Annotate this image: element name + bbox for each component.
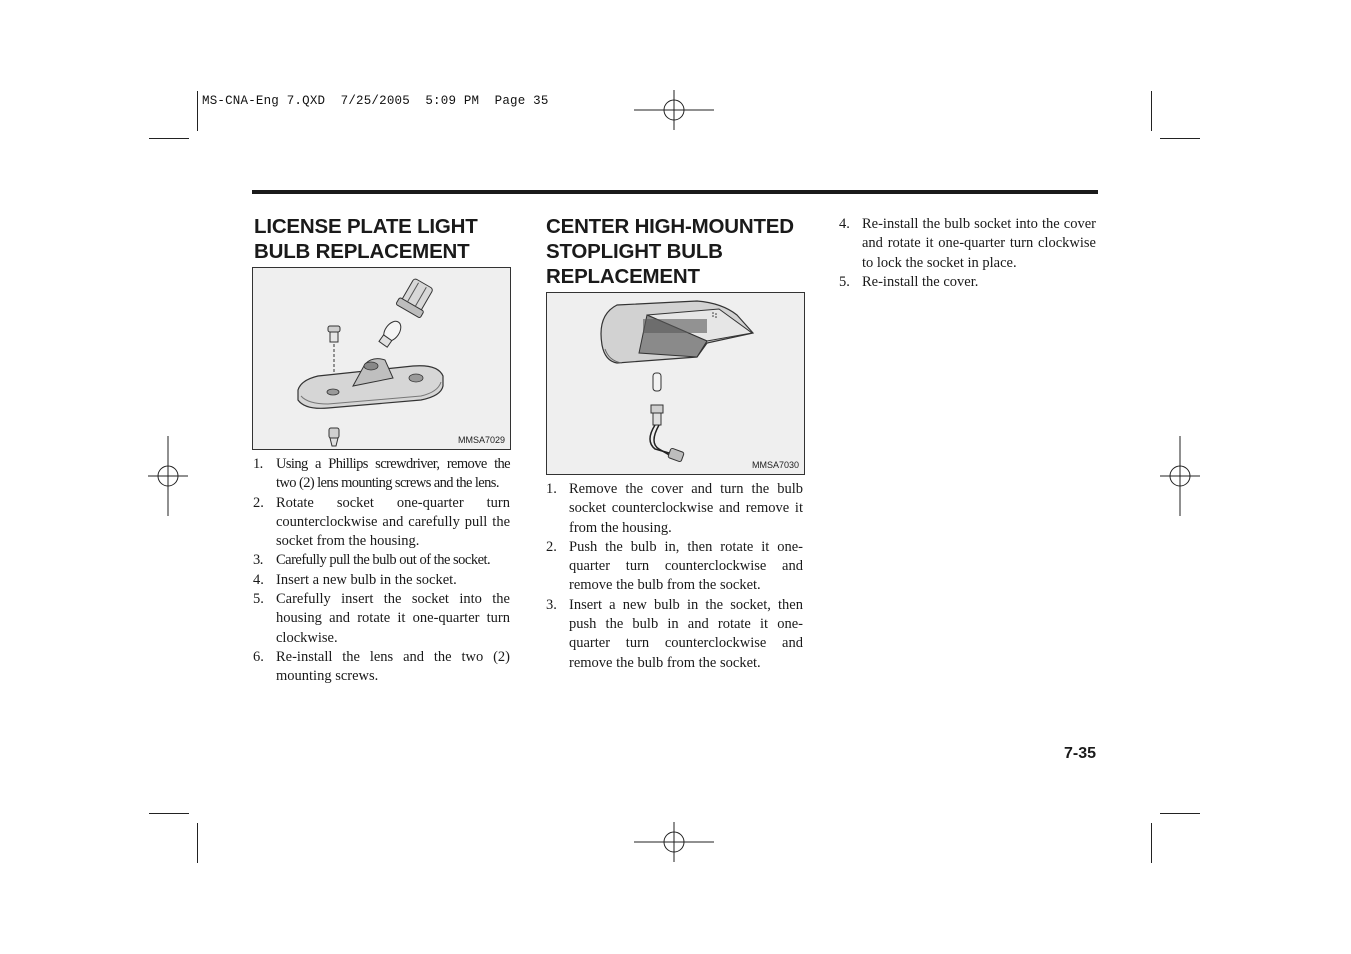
list-item: 5. Carefully insert the socket into the housing and rotate it one-quarter turn clockwise. <box>253 591 510 646</box>
title-line: LICENSE PLATE LIGHT <box>254 215 478 238</box>
registration-mark-bottom-icon <box>634 822 714 862</box>
section-title-stoplight <box>546 214 816 289</box>
stoplight-figure <box>546 292 805 475</box>
list-item: 2. Rotate socket one-quarter turn counterclockwise and carefully pull the socket from the housing. <box>253 494 510 550</box>
registration-mark-right-icon <box>1160 436 1200 516</box>
slug-line: MS-CNA-Eng 7.QXD 7/25/2005 5:09 PM Page 35 <box>202 94 549 108</box>
list-item: 1. Using a Phillips screwdriver, remove the two (2) lens mounting screws and the lens. <box>253 456 510 492</box>
title-line: STOPLIGHT BULB <box>546 240 723 263</box>
title-line: REPLACEMENT <box>546 265 700 288</box>
crop-mark-br-h <box>1160 813 1200 814</box>
header-rule <box>252 190 1098 194</box>
registration-mark-top-icon <box>634 90 714 130</box>
list-item: 5. Re-install the cover. <box>839 273 979 290</box>
license-plate-light-figure <box>252 267 511 450</box>
crop-mark-bl-h <box>149 813 189 814</box>
figure-code: MMSA7030 <box>751 460 799 470</box>
list-item: 3. Carefully pull the bulb out of the socket. <box>253 552 491 569</box>
stoplight-illustration <box>547 293 804 474</box>
crop-mark-tr-h <box>1160 138 1200 139</box>
list-item: 3. Insert a new bulb in the socket, then push the bulb in and rotate it one-quarter turn counterclockwise and remove the bulb from the socket. <box>546 596 803 671</box>
crop-mark-tl-h <box>149 138 189 139</box>
list-item: 4. Insert a new bulb in the socket. <box>253 571 457 588</box>
list-item: 2. Push the bulb in, then rotate it one-quarter turn counterclockwise and remove the bulb from the socket. <box>546 538 803 594</box>
figure-code: MMSA7029 <box>457 435 505 445</box>
list-item: 1. Remove the cover and turn the bulb socket counterclockwise and remove it from the housing. <box>546 481 803 536</box>
section-title-license-plate <box>254 214 514 264</box>
license-plate-steps-list <box>253 455 510 687</box>
crop-mark-tr-v <box>1151 91 1152 131</box>
crop-mark-tl-v <box>197 91 198 131</box>
crop-mark-bl-v <box>197 823 198 863</box>
list-item: 6. Re-install the lens and the two (2) mounting screws. <box>253 648 510 685</box>
registration-mark-left-icon <box>148 436 188 516</box>
title-line: BULB REPLACEMENT <box>254 240 470 263</box>
page-number: 7-35 <box>1063 745 1096 762</box>
crop-mark-br-v <box>1151 823 1152 863</box>
list-item: 4. Re-install the bulb socket into the cover and rotate it one-quarter turn clockwise to lock the socket in place. <box>839 216 1096 271</box>
license-plate-light-illustration <box>253 268 510 449</box>
title-line: CENTER HIGH-MOUNTED <box>546 215 794 238</box>
stoplight-steps-continued-list <box>839 215 1096 292</box>
stoplight-steps-list <box>546 480 803 673</box>
